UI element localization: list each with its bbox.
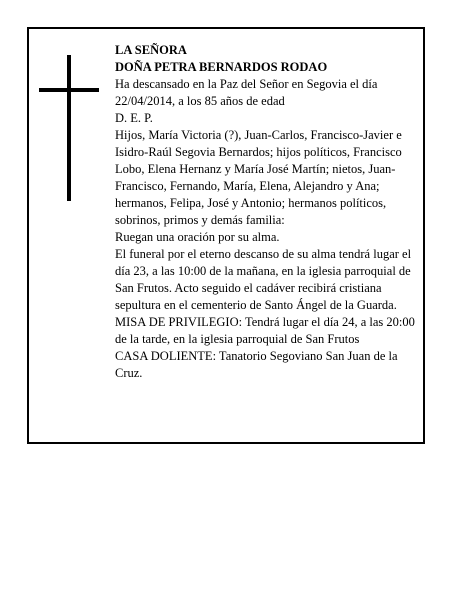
cross-icon — [39, 55, 99, 201]
rip-text: D. E. P. — [115, 111, 153, 125]
funeral-details: El funeral por el eterno descanso de su alma tendrá lugar el día 23, a las 10:00 de la mañana, en la iglesia parroquial de San Frutos. Acto seguido el cadáver recibirá cristiana sepultura en el cementerio de Santo Ángel de la Guarda. — [115, 247, 412, 312]
obituary-notice — [27, 27, 425, 444]
family-list: Hijos, María Victoria (?), Juan-Carlos, Francisco-Javier e Isidro-Raúl Segovia Bernardos; hijos políticos, Francisco Lobo, Elena Hernanz y María José Martín; nietos, Juan-Francisco, Fernando, María, Elena, Alejandro y Ana; hermanos, Felipa, José y Antonio; hermanos políticos, sobrinos, primos y demás familia: — [115, 128, 402, 227]
notice-body — [115, 42, 421, 382]
cross-horizontal-bar — [39, 88, 99, 92]
mass-details: MISA DE PRIVILEGIO: Tendrá lugar el día 24, a las 20:00 de la tarde, en la iglesia parroquial de San Frutos — [115, 315, 415, 346]
prayer-request: Ruegan una oración por su alma. — [115, 230, 280, 244]
death-statement: Ha descansado en la Paz del Señor en Segovia el día 22/04/2014, a los 85 años de edad — [115, 77, 378, 108]
mourning-house: CASA DOLIENTE: Tanatorio Segoviano San Juan de la Cruz. — [115, 349, 398, 380]
cross-vertical-bar — [67, 55, 71, 201]
notice-heading: LA SEÑORA — [115, 43, 187, 57]
deceased-name: DOÑA PETRA BERNARDOS RODAO — [115, 60, 328, 74]
